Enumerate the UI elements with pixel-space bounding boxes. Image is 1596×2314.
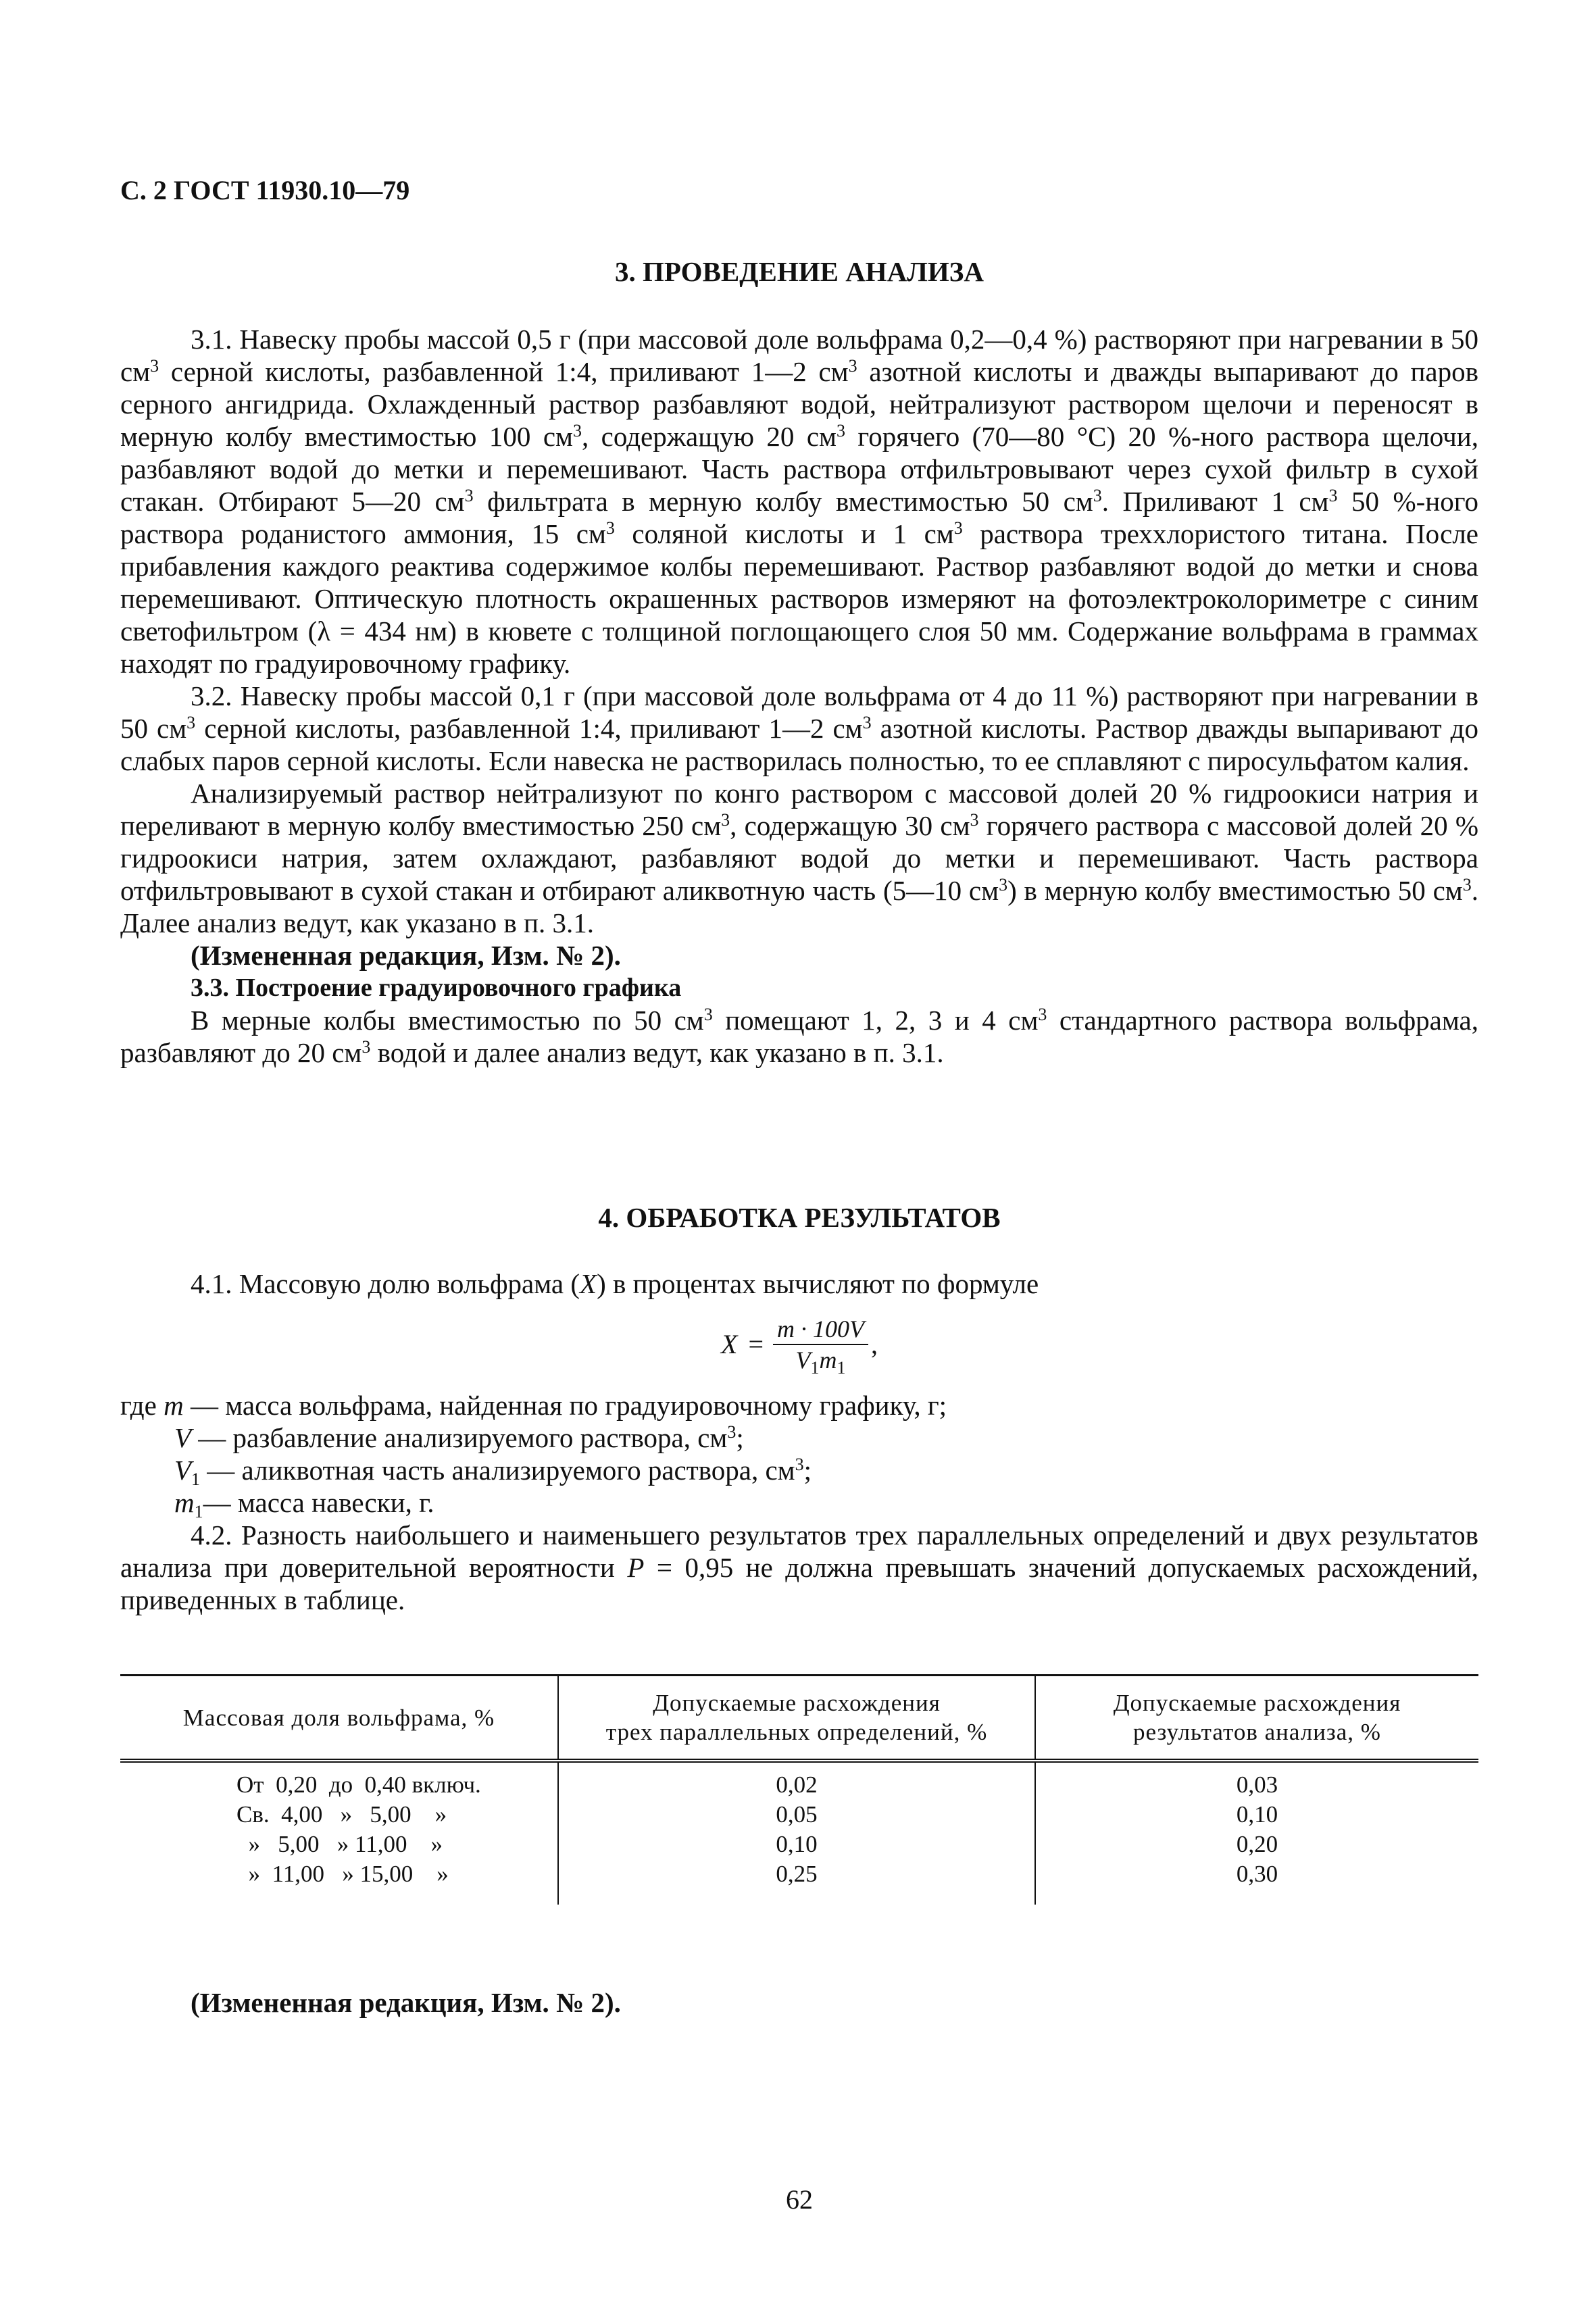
formula-denominator: $V_1m_1$	[795, 1347, 846, 1378]
formula-lhs: X	[721, 1329, 738, 1359]
where-m1: $m_1—$ масса навески, г.	[174, 1487, 434, 1521]
table-cell: 0,10	[558, 1829, 1035, 1859]
section-4-body	[120, 1267, 1478, 1616]
running-head: С. 2 ГОСТ 11930.10—79	[120, 175, 410, 205]
table-cell: 0,02	[558, 1761, 1035, 1799]
formula-numerator: m · 100V	[773, 1314, 868, 1345]
table-cell: От 0,20 до 0,40 включ.	[236, 1771, 481, 1798]
table-row	[120, 1799, 1478, 1829]
table-cell: 0,03	[1035, 1761, 1478, 1799]
table-cell: 0,20	[1035, 1829, 1478, 1859]
table-row	[120, 1859, 1478, 1905]
paragraph-4-1: 4.1. Массовую долю вольфрама (X) в процентах вычисляют по формуле	[191, 1268, 1039, 1299]
formula-comma: ,	[871, 1329, 878, 1359]
table-cell: 0,25	[558, 1859, 1035, 1905]
table-cell: Св. 4,00 » 5,00 »	[236, 1801, 447, 1828]
paragraph-3-2: 3.2. Навеску пробы массой 0,1 г (при массовой доле вольфрама от 4 до 11 %) растворяют при нагревании в 50 $см^3$ серной кислоты, разбавленной 1:4, приливают 1—2 $см^3$ азотной кислоты. Раствор дважды выпаривают до слабых паров серной кислоты. Если навеска не растворилась полностью, то ее сплавляют с пиросульфатом калия.	[120, 680, 1478, 776]
table-header-cell: Массовая доля вольфрама, %	[182, 1704, 495, 1731]
table-header-cell: Допускаемые расхождения трех параллельных определений, %	[558, 1676, 1035, 1761]
paragraph-4-2: 4.2. Разность наибольшего и наименьшего результатов трех параллельных определений и двух результатов анализа при доверительной вероятности P = 0,95 не должна превышать значений допускаемых расхождений, приведенных в таблице.	[120, 1519, 1478, 1615]
tolerance-table	[120, 1674, 1478, 1905]
paragraph-3-2-continued: Анализируемый раствор нейтрализуют по конго раствором с массовой долей 20 % гидроокиси натрия и переливают в мерную колбу вместимостью 250 $см^3$, содержащую 30 $см^3$ горячего раствора с массовой долей 20 % гидроокиси натрия, затем охлаждают, разбавляют водой до метки и перемешивают. Часть раствора отфильтровывают в сухой стакан и отбирают аликвотную часть (5—10 $см^3$) в мерную колбу вместимостью 50 $см^3$. Далее анализ ведут, как указано в п. 3.1.	[120, 778, 1479, 938]
section-3-body	[120, 323, 1478, 1069]
section-3-title: 3. ПРОВЕДЕНИЕ АНАЛИЗА	[614, 256, 984, 287]
table-cell: » 5,00 » 11,00 »	[236, 1830, 443, 1857]
paragraph-3-3: В мерные колбы вместимостью по 50 $см^3$ помещают 1, 2, 3 и 4 $см^3$ стандартного раствора вольфрама, разбавляют до 20 $см^3$ водой и далее анализ ведут, как указано в п. 3.1.	[120, 1005, 1478, 1068]
subsection-3-3-title: 3.3. Построение градуировочного графика	[191, 974, 682, 1002]
where-v: V — разбавление анализируемого раствора, $см^3$;	[174, 1422, 744, 1453]
formula-fraction	[773, 1314, 868, 1378]
formula-equals: =	[748, 1329, 764, 1359]
table-row	[120, 1829, 1478, 1859]
where-v1: $V_1$ — аликвотная часть анализируемого раствора, $см^3$;	[174, 1455, 812, 1489]
table-cell: 0,05	[558, 1799, 1035, 1829]
revision-note: (Измененная редакция, Изм. № 2).	[191, 940, 621, 971]
revision-note-final: (Измененная редакция, Изм. № 2).	[191, 1987, 621, 2018]
table-cell: 0,10	[1035, 1799, 1478, 1829]
table-header-row	[120, 1676, 1478, 1761]
section-4-title: 4. ОБРАБОТКА РЕЗУЛЬТАТОВ	[598, 1202, 1001, 1233]
table-header-cell: Допускаемые расхождения результатов анализа, %	[1035, 1676, 1478, 1761]
formula	[120, 1312, 1478, 1377]
where-m: где m — масса вольфрама, найденная по градуировочному графику, г;	[120, 1390, 947, 1421]
page-number: 62	[786, 2184, 813, 2215]
paragraph-3-1: 3.1. Навеску пробы массой 0,5 г (при массовой доле вольфрама 0,2—0,4 %) растворяют при нагревании в 50 $см^3$ серной кислоты, разбавленной 1:4, приливают 1—2 $см^3$ азотной кислоты и дважды выпаривают до паров серного ангидрида. Охлажденный раствор разбавляют водой, нейтрализуют раствором щелочи и переносят в мерную колбу вместимостью 100 $см^3$, содержащую 20 $см^3$ горячего (70—80 °С) 20 %-ного раствора щелочи, разбавляют водой до метки и перемешивают. Часть раствора отфильтровывают через сухой фильтр в сухой стакан. Отбирают 5—20 $см^3$ фильтрата в мерную колбу вместимостью 50 $см^3$. Приливают 1 $см^3$ 50 %-ного раствора роданистого аммония, 15 $см^3$ соляной кислоты и 1 $см^3$ раствора треххлористого титана. После прибавления каждого реактива содержимое колбы перемешивают. Раствор разбавляют водой до метки и снова перемешивают. Оптическую плотность окрашенных растворов измеряют на фотоэлектроколориметре с синим светофильтром (λ = 434 нм) в кювете с толщиной поглощающего слоя 50 мм. Содержание вольфрама в граммах находят по градуировочному графику.	[120, 324, 1478, 679]
table-cell: » 11,00 » 15,00 »	[236, 1860, 449, 1887]
table-row	[120, 1761, 1478, 1799]
table-cell: 0,30	[1035, 1859, 1478, 1905]
